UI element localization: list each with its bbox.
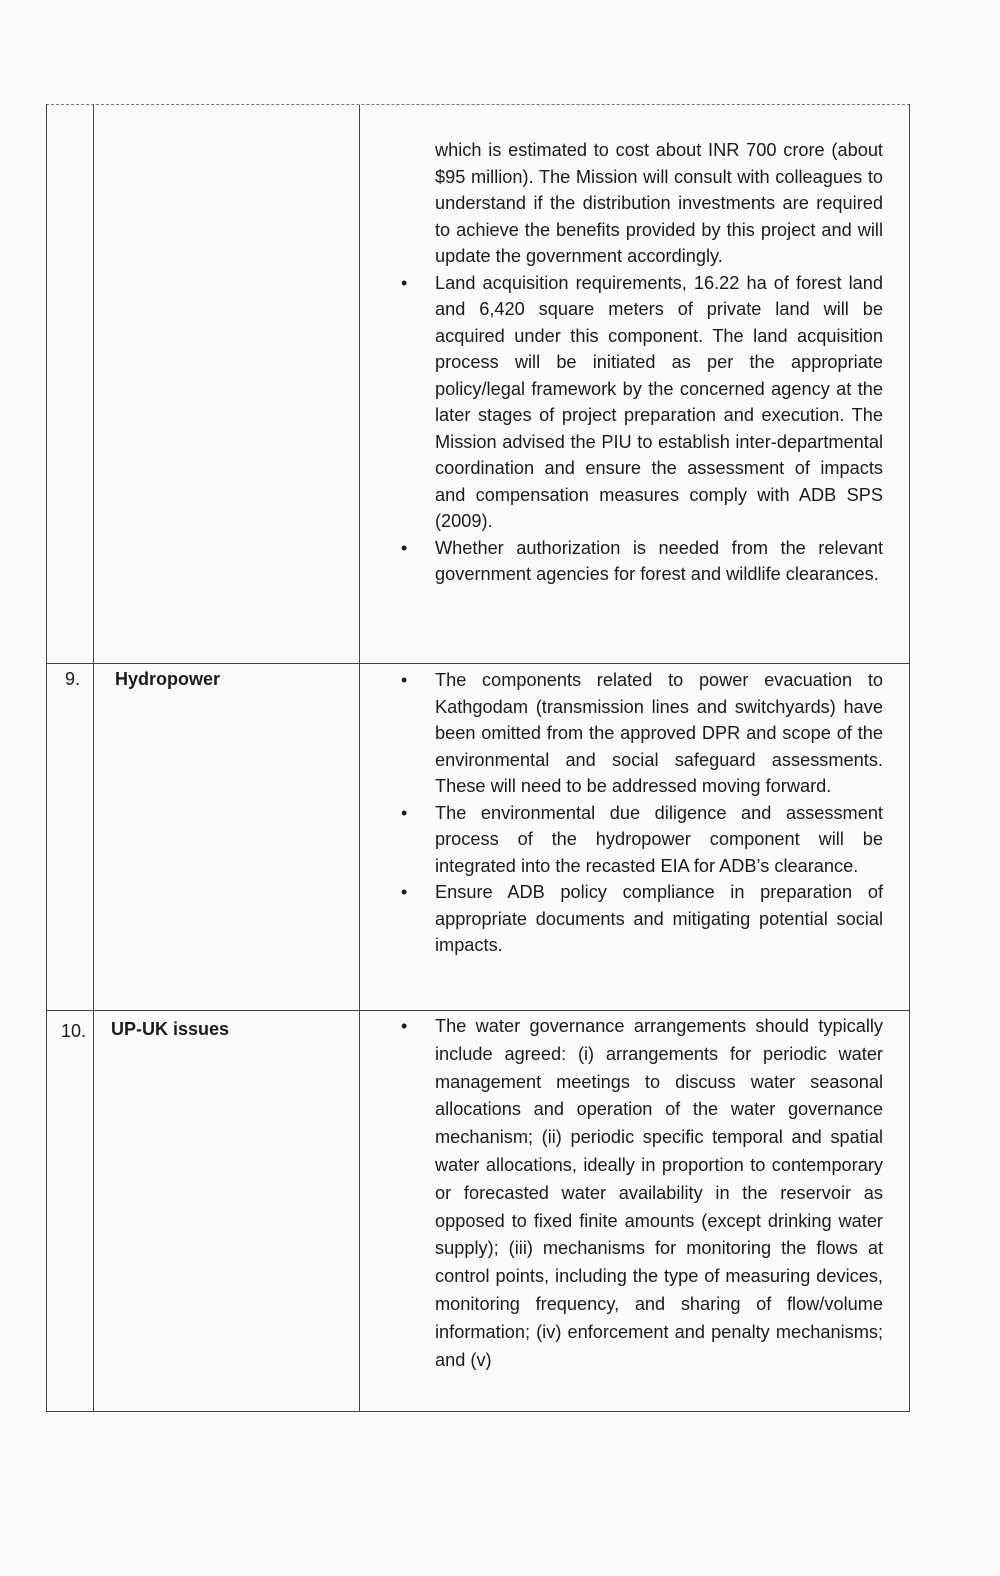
list-item: • The components related to power evacuation to Kathgodam (transmission lines and switchyards) have been omitted from the approved DPR and scope of the environmental and social safeguard assessments. These will need to be addressed moving forward. xyxy=(435,667,883,800)
row-divider-10 xyxy=(47,1010,909,1011)
bullet-icon: • xyxy=(401,670,408,690)
bullet-icon: • xyxy=(401,272,408,293)
issues-table xyxy=(46,104,910,1412)
list-item: • Ensure ADB policy compliance in preparation of appropriate documents and mitigating potential social impacts. xyxy=(435,879,883,959)
row-10-content xyxy=(401,1013,883,1374)
row-divider-9 xyxy=(47,663,909,664)
row-topic: UP-UK issues xyxy=(111,1019,230,1039)
list-item: • The environmental due diligence and assessment process of the hydropower component will be integrated into the recasted EIA for ADB’s clearance. xyxy=(435,800,883,880)
bullet-icon: • xyxy=(401,1016,408,1036)
list-item: • Land acquisition requirements, 16.22 ha of forest land and 6,420 square meters of private land will be acquired under this component. The land acquisition process will be initiated as per the appropriate policy/legal framework by the concerned agency at the later stages of project preparation and execution. The Mission advised the PIU to establish inter-departmental coordination and ensure the assessment of impacts and compensation measures comply with ADB SPS (2009). xyxy=(435,270,883,535)
column-divider-topic xyxy=(359,105,360,1411)
list-item: • Whether authorization is needed from the relevant government agencies for forest and wildlife clearances. xyxy=(435,535,883,588)
row-9-bullet-list xyxy=(401,667,883,959)
row-number: 10. xyxy=(61,1021,87,1041)
row-8-bullet-list xyxy=(401,270,883,588)
row-topic: Hydropower xyxy=(115,669,221,689)
column-divider-number xyxy=(93,105,94,1411)
bullet-icon: • xyxy=(401,802,408,823)
bullet-icon: • xyxy=(401,537,408,558)
continuation-text: which is estimated to cost about INR 700 crore (about $95 million). The Mission will consult with colleagues to understand if the distribution investments are required to achieve the benefits provided by this project and will update the government accordingly. xyxy=(435,140,883,266)
row-8-content xyxy=(401,137,883,588)
row-10-bullet-list xyxy=(401,1013,883,1374)
row-number: 9. xyxy=(65,669,81,689)
list-item: • The water governance arrangements should typically include agreed: (i) arrangements for periodic water management meetings to discuss water seasonal allocations and operation of the water governance mechanism; (ii) periodic specific temporal and spatial water allocations, ideally in proportion to contemporary or forecasted water availability in the reservoir as opposed to fixed finite amounts (except drinking water supply); (iii) mechanisms for monitoring the flows at control points, including the type of measuring devices, monitoring frequency, and sharing of flow/volume information; (iv) enforcement and penalty mechanisms; and (v) xyxy=(435,1013,883,1374)
row-9-content xyxy=(401,667,883,959)
bullet-icon: • xyxy=(401,882,408,902)
